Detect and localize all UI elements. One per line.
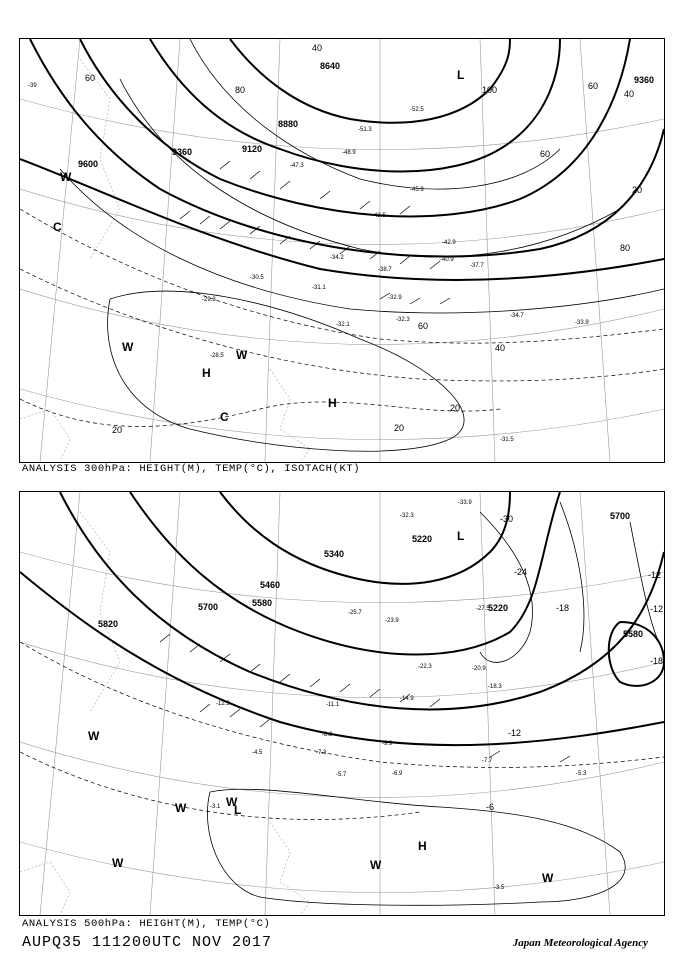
height-label: 5220: [412, 534, 433, 544]
warm-center-mark: W: [226, 795, 238, 809]
temp-label: -28.5: [210, 353, 224, 359]
isotherm-label: -18: [556, 603, 570, 613]
map-300hpa-panel: [19, 38, 665, 463]
warm-center-mark: W: [112, 856, 124, 870]
temp-label: -5.7: [336, 772, 347, 778]
temp-label: -45.9: [410, 187, 424, 193]
temp-label: -39: [28, 83, 37, 89]
isotach-label: 60: [540, 149, 551, 159]
temp-label: -31.1: [312, 285, 326, 291]
height-label: 5700: [198, 602, 219, 612]
isotherm-label: -6: [486, 802, 495, 812]
temp-label: -51.3: [358, 127, 372, 133]
temp-label: -37.7: [470, 263, 484, 269]
temp-label: -18.3: [488, 684, 502, 690]
isotach-label: 100: [482, 85, 498, 95]
temp-label: -9.9: [382, 741, 393, 747]
agency-name: Japan Meteorological Agency: [512, 937, 648, 949]
temp-label: -32.3: [400, 513, 414, 519]
temp-label: -40.9: [440, 257, 454, 263]
warm-center-mark: W: [175, 801, 187, 815]
temp-label: -32.3: [396, 317, 410, 323]
temp-label: -22.3: [418, 664, 432, 670]
panel-300-caption: ANALYSIS 300hPa: HEIGHT(M), TEMP(°C), ISOTACH(KT): [22, 463, 361, 475]
low-center-mark: L: [234, 803, 242, 817]
isotach-label: 60: [588, 81, 599, 91]
warm-center-mark: W: [370, 858, 382, 872]
temp-label: -48.9: [342, 150, 356, 156]
temp-label: -52.5: [410, 107, 424, 113]
warm-center-mark: W: [542, 871, 554, 885]
temp-label: -7.3: [316, 750, 327, 756]
isotach-label: 20: [450, 403, 461, 413]
high-center-mark: H: [418, 839, 427, 853]
temp-label: -32.1: [336, 322, 350, 328]
temp-label: -30.5: [250, 275, 264, 281]
height-label: 5580: [623, 629, 644, 639]
height-label: 9360: [172, 147, 193, 157]
coastline: [20, 512, 310, 915]
temp-label: -43.5: [372, 213, 386, 219]
isotach-label: 80: [620, 243, 631, 253]
temp-label: -6.9: [392, 771, 403, 777]
isotach-label: 60: [85, 73, 96, 83]
height-label: 9600: [78, 159, 99, 169]
height-label: 5220: [488, 603, 509, 613]
temp-label: -33.9: [575, 320, 589, 326]
temp-label: -33.9: [458, 500, 472, 506]
isotherm-label: -12: [650, 604, 664, 614]
height-label: 8640: [320, 61, 341, 71]
height-label: 5580: [252, 598, 273, 608]
high-center-mark: H: [328, 396, 337, 410]
wind-barbs: [180, 161, 450, 304]
isotach-label: 20: [112, 425, 123, 435]
temp-label: -12.3: [216, 701, 230, 707]
graticule: [20, 39, 664, 462]
isotherm-label: -24: [514, 567, 528, 577]
isotherm-label: -18: [650, 656, 664, 666]
temp-label: -23.9: [385, 618, 399, 624]
isotherm-label: -12: [508, 728, 522, 738]
temp-label: -3.5: [494, 885, 505, 891]
panel-500-caption: ANALYSIS 500hPa: HEIGHT(M), TEMP(°C): [22, 918, 271, 930]
temp-label: -27.5: [476, 606, 490, 612]
isotherm-label: -30: [500, 514, 514, 524]
isotherm-contours: [207, 502, 664, 905]
isotherm-label: -12: [648, 570, 662, 580]
isotach-label: 40: [624, 89, 635, 99]
cold-center-mark: C: [53, 220, 62, 234]
temp-label: -34.7: [510, 313, 524, 319]
cold-center-mark: C: [220, 410, 229, 424]
isotach-label: 60: [418, 321, 429, 331]
isotach-label: 40: [312, 43, 323, 53]
chart-code-and-time: AUPQ35 111200UTC NOV 2017: [22, 934, 273, 951]
height-label: 9360: [634, 75, 655, 85]
temp-label: -25.7: [348, 610, 362, 616]
warm-center-mark: W: [236, 348, 248, 362]
isotach-label: 20: [394, 423, 405, 433]
warm-center-mark: W: [60, 170, 72, 184]
temp-label: -3.1: [210, 804, 221, 810]
temp-label: -42.9: [442, 240, 456, 246]
temp-label: -14.9: [400, 696, 414, 702]
low-center-mark: L: [457, 68, 465, 82]
map-300hpa-chart: [20, 39, 664, 462]
temp-label: -5.3: [576, 771, 587, 777]
temp-label: -38.7: [378, 267, 392, 273]
temp-label: -29.3: [202, 297, 216, 303]
map-500hpa-panel: [19, 491, 665, 916]
isotach-contours: [60, 39, 664, 451]
height-label: 5460: [260, 580, 281, 590]
isotach-label: 80: [235, 85, 246, 95]
temp-label: -7.7: [482, 758, 493, 764]
height-label: 5700: [610, 511, 631, 521]
high-center-mark: H: [202, 366, 211, 380]
height-label: 9120: [242, 144, 263, 154]
temp-label: -20.9: [472, 666, 486, 672]
temp-label: -4.5: [252, 750, 263, 756]
temperature-point-labels: [28, 83, 589, 443]
temp-label: -34.2: [330, 255, 344, 261]
temp-label: -32.9: [388, 295, 402, 301]
warm-center-mark: W: [88, 729, 100, 743]
height-label: 5820: [98, 619, 119, 629]
height-label: 5340: [324, 549, 345, 559]
temp-label: -8.3: [322, 732, 333, 738]
height-label: 8880: [278, 119, 299, 129]
temp-label: -47.3: [290, 163, 304, 169]
warm-center-mark: W: [122, 340, 134, 354]
coastline: [20, 59, 310, 462]
low-center-mark: L: [457, 529, 465, 543]
isotach-label: 20: [632, 185, 643, 195]
temp-label: -31.5: [500, 437, 514, 443]
map-500hpa-chart: [20, 492, 664, 915]
temperature-contours: [20, 642, 664, 820]
isotach-label: 40: [495, 343, 506, 353]
temp-label: -11.1: [326, 702, 340, 708]
